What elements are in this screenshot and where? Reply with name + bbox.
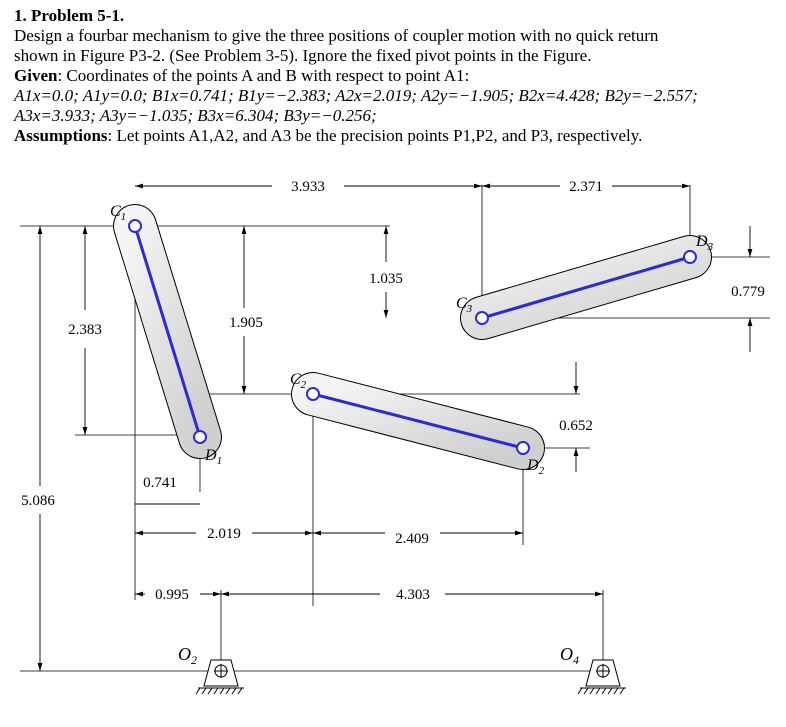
coupler-position-1	[135, 226, 200, 437]
label-o2: $O_2$	[178, 644, 197, 667]
pivot-d2	[517, 442, 529, 454]
dim-4303: 4.303	[396, 587, 430, 603]
dim-1905: 1.905	[229, 315, 263, 331]
dim-0741: 0.741	[143, 475, 177, 491]
dim-2371: 2.371	[569, 179, 603, 195]
coords-line-1: A1x=0.0; A1y=0.0; B1x=0.741; B1y=−2.383; A2x=2.019; A2y=−1.905; B2x=4.428; B2y=−2.557;	[14, 86, 698, 105]
assumptions-label: Assumptions	[14, 126, 108, 145]
pivot-d1	[194, 431, 206, 443]
given-text: : Coordinates of the points A and B with respect to point A1:	[57, 66, 470, 85]
dim-0652: 0.652	[559, 418, 593, 434]
label-o4: $O_4$	[560, 644, 579, 667]
label-c1: $C_1$	[110, 203, 127, 223]
pivot-d3	[684, 251, 696, 263]
dim-0779: 0.779	[731, 284, 765, 300]
given-label: Given	[14, 66, 58, 85]
dim-3933: 3.933	[291, 179, 325, 195]
label-d1: $D_1$	[205, 447, 223, 467]
dim-0995: 0.995	[155, 587, 189, 603]
coupler-position-2	[313, 394, 523, 448]
ground-pivot-o2	[196, 660, 244, 694]
dim-2019: 2.019	[207, 526, 241, 542]
statement-line-2: shown in Figure P3-2. (See Problem 3-5). Ignore the fixed pivot points in the Figure.	[14, 46, 592, 65]
coords-line-2: A3x=3.933; A3y=−1.035; B3x=6.304; B3y=−0.256;	[14, 106, 377, 125]
ground-pivot-o4	[578, 660, 626, 694]
coupler-position-3	[482, 257, 690, 318]
label-d3: $D_3$	[696, 233, 714, 253]
problem-heading: 1. Problem 5-1.	[14, 6, 125, 25]
statement-line-1: Design a fourbar mechanism to give the three positions of coupler motion with no quick return	[14, 26, 659, 45]
dim-1035: 1.035	[369, 271, 403, 287]
dim-2383: 2.383	[68, 322, 102, 338]
label-d2: $D_2$	[527, 457, 545, 477]
pivot-c1	[129, 220, 141, 232]
pivot-c3	[476, 312, 488, 324]
pivot-c2	[307, 388, 319, 400]
label-c3: $C_3$	[456, 295, 473, 315]
assumptions-text: : Let points A1,A2, and A3 be the precision points P1,P2, and P3, respectively.	[107, 126, 643, 145]
dim-5086: 5.086	[21, 493, 55, 509]
dim-2409: 2.409	[395, 531, 429, 547]
label-c2: $C_2$	[290, 371, 307, 391]
